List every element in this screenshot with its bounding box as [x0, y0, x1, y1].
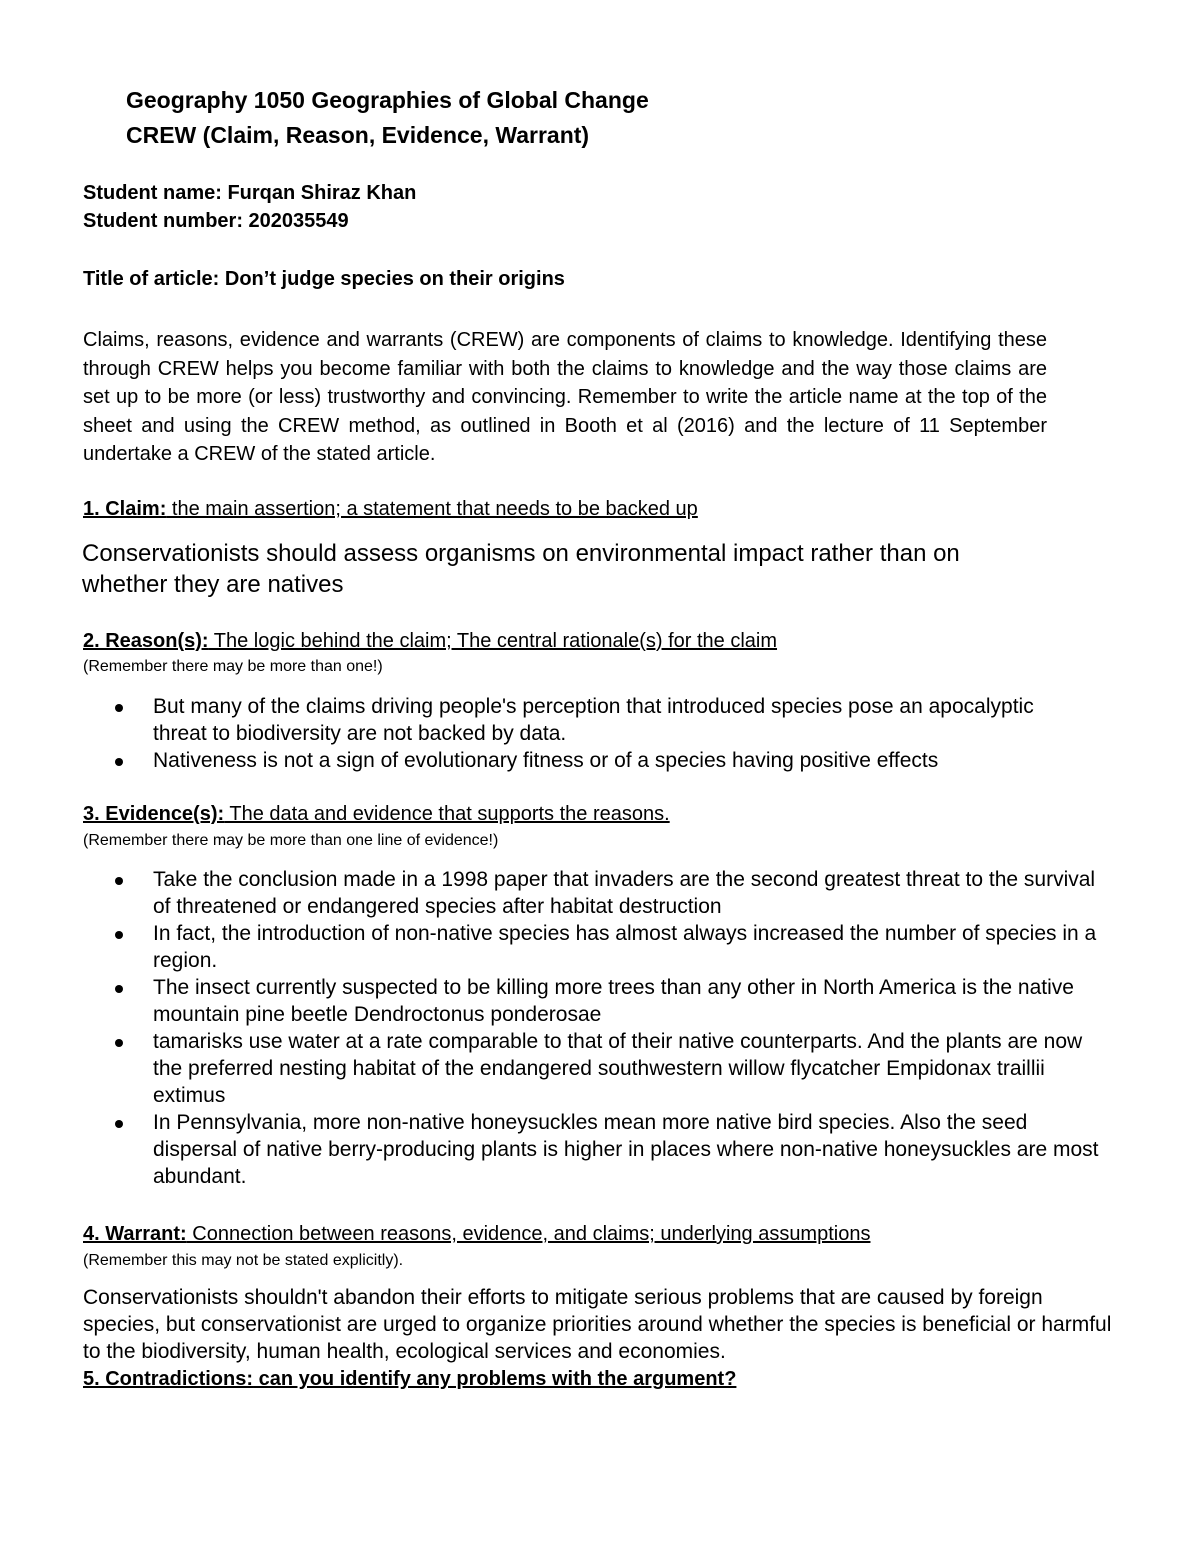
reasons-list	[112, 693, 1062, 774]
bullet-icon	[115, 704, 123, 712]
claim-answer: Conservationists should assess organisms on environmental impact rather than on whether they are natives	[82, 540, 960, 598]
crew-title: CREW (Claim, Reason, Evidence, Warrant)	[126, 122, 590, 148]
bullet-icon	[115, 931, 123, 939]
list-item	[112, 1028, 1112, 1109]
warrant-heading-number: 4. Warrant:	[83, 1223, 187, 1245]
reason-text: But many of the claims driving people's perception that introduced species pose an apocalyptic threat to biodiversity are not backed by data.	[153, 695, 1034, 745]
evidence-heading-number: 3. Evidence(s):	[83, 803, 225, 825]
warrant-note: (Remember this may not be stated explicitly).	[83, 1252, 404, 1269]
warrant-heading	[83, 1223, 870, 1246]
course-title: Geography 1050 Geographies of Global Change	[126, 87, 649, 113]
evidence-text: In fact, the introduction of non-native species has almost always increased the number of species in a region.	[153, 922, 1097, 972]
bullet-icon	[115, 1120, 123, 1128]
evidence-text: Take the conclusion made in a 1998 paper that invaders are the second greatest threat to the survival of threatened or endangered species after habitat destruction	[153, 868, 1096, 918]
reasons-heading-number: 2. Reason(s):	[83, 630, 209, 652]
evidence-text: In Pennsylvania, more non-native honeysuckles mean more native bird species. Also the seed dispersal of native berry-producing plants is higher in places where non-native honeysuckles are most abundant.	[153, 1111, 1099, 1188]
warrant-answer: Conservationists shouldn't abandon their efforts to mitigate serious problems that are caused by foreign species, but conservationist are urged to organize priorities around whether the species is beneficial or harmful to the biodiversity, human health, ecological services and economies.	[83, 1286, 1112, 1363]
list-item	[112, 974, 1112, 1028]
bullet-icon	[115, 758, 123, 766]
article-title: Title of article: Don’t judge species on their origins	[83, 268, 565, 290]
bullet-icon	[115, 877, 123, 885]
list-item	[112, 920, 1112, 974]
list-item	[112, 693, 1062, 747]
evidence-note: (Remember there may be more than one line of evidence!)	[83, 832, 499, 849]
contradictions-heading	[83, 1368, 736, 1391]
evidence-heading	[83, 803, 670, 826]
reasons-heading-description: The logic behind the claim; The central rationale(s) for the claim	[208, 630, 778, 652]
list-item	[112, 747, 1062, 774]
contradictions-heading-description: can you identify any problems with the argument?	[253, 1368, 737, 1390]
warrant-heading-description: Connection between reasons, evidence, and claims; underlying assumptions	[186, 1223, 871, 1245]
student-name: Student name: Furqan Shiraz Khan	[83, 182, 417, 204]
reasons-heading	[83, 630, 777, 653]
intro-paragraph: Claims, reasons, evidence and warrants (CREW) are components of claims to knowledge. Identifying these through CREW helps you become familiar with both the claims to knowledge and the way those claims are set up to be more (or less) trustworthy and convincing. Remember to write the article name at the top of the sheet and using the CREW method, as outlined in Booth et al (2016) and the lecture of 11 September undertake a CREW of the stated article.	[83, 329, 1047, 466]
bullet-icon	[115, 1039, 123, 1047]
claim-heading-description: the main assertion; a statement that needs to be backed up	[166, 498, 698, 520]
claim-heading	[83, 498, 698, 521]
evidence-text: tamarisks use water at a rate comparable to that of their native counterparts. And the plants are now the preferred nesting habitat of the endangered southwestern willow flycatcher Empidonax traillii extimus	[153, 1030, 1083, 1107]
contradictions-heading-number: 5. Contradictions:	[83, 1368, 254, 1390]
list-item	[112, 1109, 1112, 1190]
claim-heading-number: 1. Claim:	[83, 498, 167, 520]
list-item	[112, 866, 1112, 920]
reason-text: Nativeness is not a sign of evolutionary fitness or of a species having positive effects	[153, 749, 939, 772]
student-number: Student number: 202035549	[83, 210, 349, 232]
reasons-note: (Remember there may be more than one!)	[83, 658, 383, 675]
evidence-text: The insect currently suspected to be killing more trees than any other in North America is the native mountain pine beetle Dendroctonus ponderosae	[153, 976, 1074, 1026]
evidence-heading-description: The data and evidence that supports the reasons.	[224, 803, 670, 825]
evidence-list	[112, 866, 1112, 1190]
bullet-icon	[115, 985, 123, 993]
